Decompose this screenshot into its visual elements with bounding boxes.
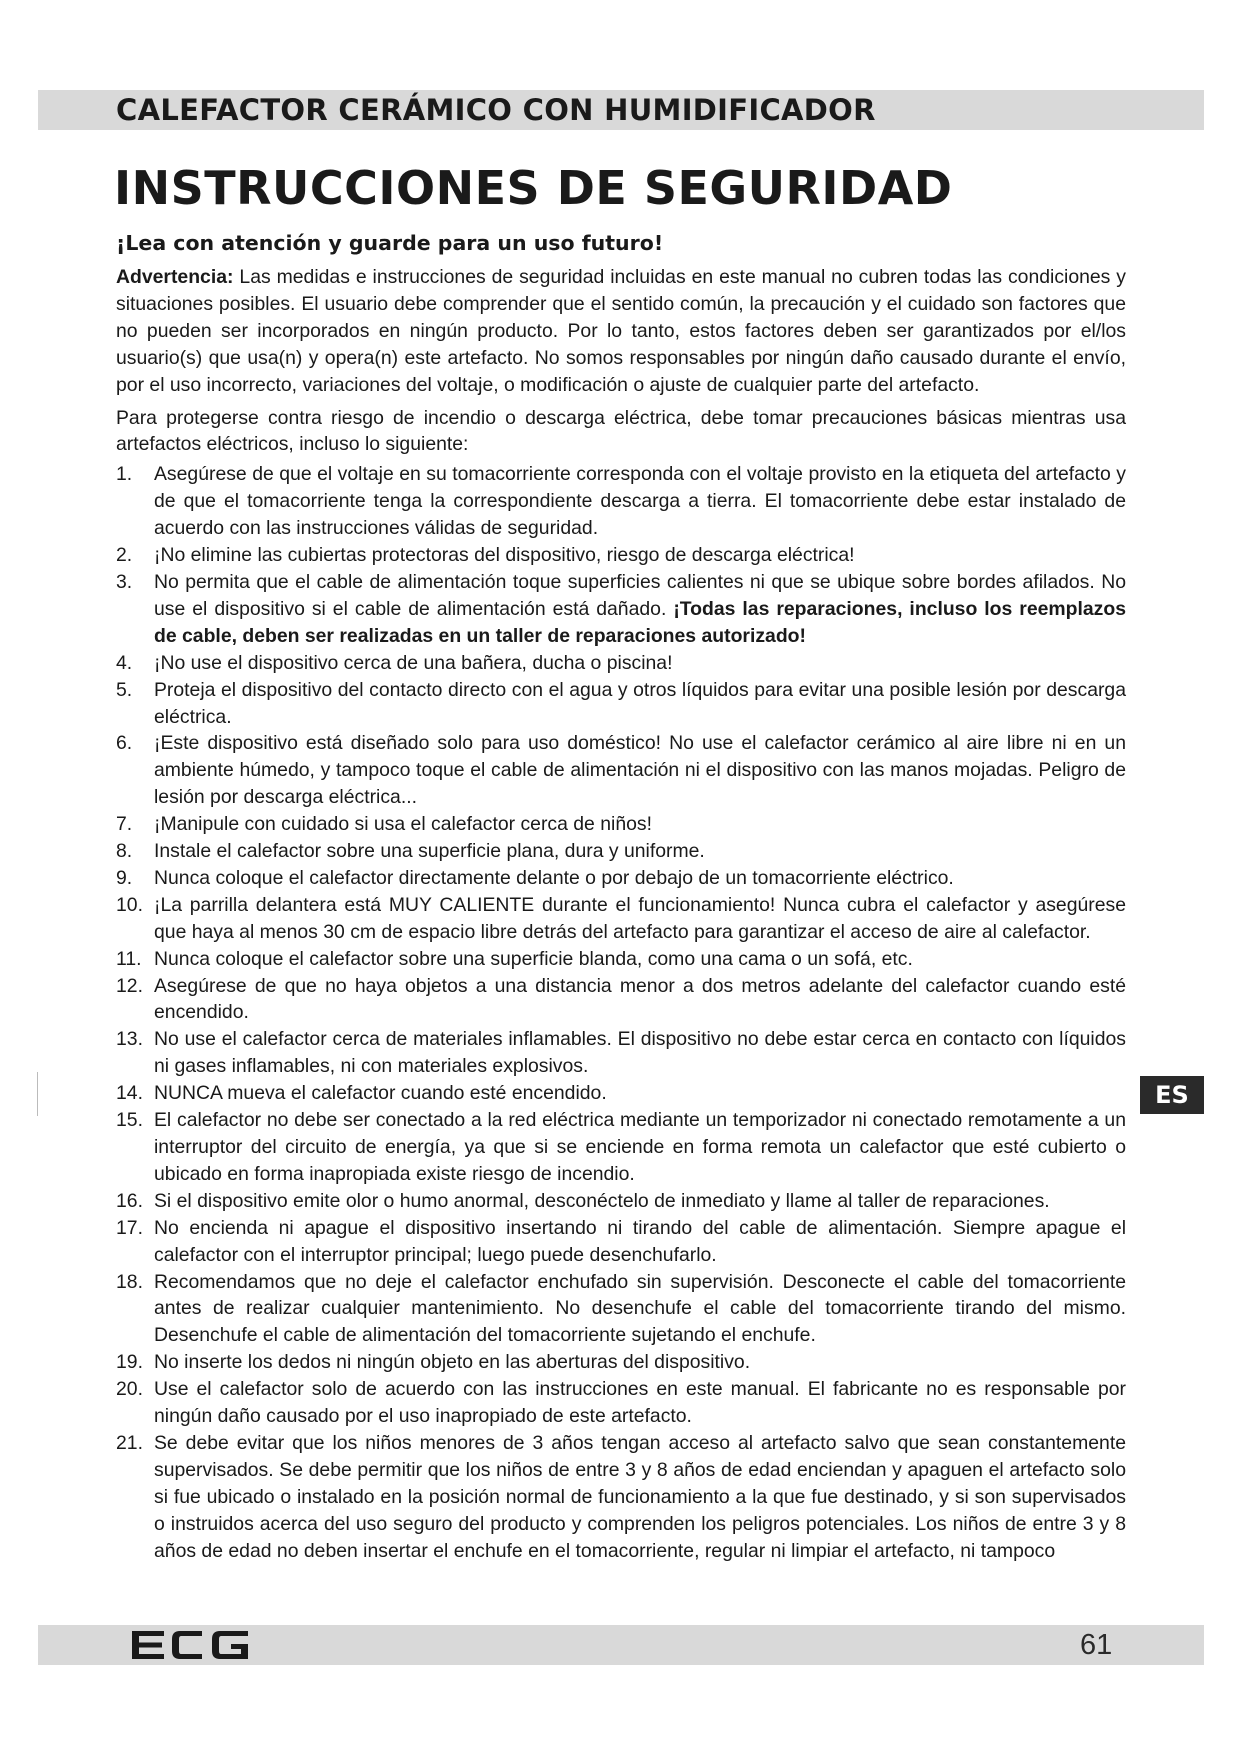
list-item-number: 18. — [116, 1270, 143, 1293]
list-item-number: 9. — [116, 866, 133, 889]
header-title: CALEFACTOR CERÁMICO CON HUMIDIFICADOR — [116, 93, 876, 127]
list-item-text: Nunca coloque el calefactor directamente delante o por debajo de un tomacorriente eléctrico. — [154, 866, 954, 889]
warning-text: Las medidas e instrucciones de seguridad incluidas en este manual no cubren todas las condiciones y situaciones posibles. El usuario debe comprender que el sentido común, la precaución y el cuidado son factores que no pueden ser incorporados en ningún producto. Por lo tanto, estos factores deben ser garantizados por el/los usuario(s) que usa(n) y opera(n) este artefacto. No somos responsables por ningún daño causado durante el envío, por el uso incorrecto, variaciones del voltaje, o modificación o ajuste de cualquier parte del artefacto. — [116, 266, 1127, 396]
list-item-number: 7. — [116, 813, 133, 836]
list-item — [116, 1215, 1126, 1269]
list-item-text: ¡No elimine las cubiertas protectoras del dispositivo, riesgo de descarga eléctrica! — [154, 544, 855, 567]
list-item-text: Proteja el dispositivo del contacto directo con el agua y otros líquidos para evitar una posible lesión por descarga eléctrica. — [154, 678, 1126, 728]
list-item — [116, 1107, 1126, 1188]
list-item-number: 21. — [116, 1431, 143, 1454]
list-item-text: ¡Este dispositivo está diseñado solo para uso doméstico! No use el calefactor cerámico al aire libre ni en un ambiente húmedo, y tampoco toque el cable de alimentación ni el dispositivo con las manos mojadas. Peligro de lesión por descarga eléctrica... — [154, 732, 1126, 809]
list-item-text: Se debe evitar que los niños menores de 3 años tengan acceso al artefacto salvo que sean constantemente supervisados. Se debe permitir que los niños de entre 3 y 8 años de edad enciendan y apaguen el artefacto solo si fue ubicado o instalado en la posición normal de funcionamiento a la que fue destinado, y si son supervisados o instruidos acerca del uso seguro del producto y comprenden los peligros potenciales. Los niños de entre 3 y 8 años de edad no deben insertar el enchufe en el tomacorriente, regular ni limpiar el artefacto, ni tampoco — [154, 1431, 1126, 1562]
list-item-text: No encienda ni apague el dispositivo insertando ni tirando del cable de alimentación. Siempre apague el calefactor con el interruptor principal; luego puede desenchufarlo. — [154, 1216, 1126, 1266]
list-item — [116, 838, 1126, 865]
list-item — [116, 542, 1126, 569]
list-item — [116, 865, 1126, 892]
list-item-text: Asegúrese de que no haya objetos a una distancia menor a dos metros adelante del calefactor cuando esté encendido. — [154, 974, 1126, 1024]
list-item — [116, 650, 1126, 677]
list-item-text: ¡La parrilla delantera está MUY CALIENTE durante el funcionamiento! Nunca cubra el calefactor y asegúrese que haya al menos 30 cm de espacio libre detrás del artefacto para garantizar el acceso de aire al calefactor. — [154, 893, 1126, 943]
content-body — [116, 264, 1126, 1565]
list-item-text: ¡Manipule con cuidado si usa el calefactor cerca de niños! — [154, 813, 652, 836]
language-tab: ES — [1140, 1076, 1204, 1114]
list-item-number: 1. — [116, 463, 133, 486]
list-item-number: 4. — [116, 651, 133, 674]
list-item — [116, 1376, 1126, 1430]
list-item-text: NUNCA mueva el calefactor cuando esté encendido. — [154, 1082, 607, 1105]
list-item-number: 3. — [116, 570, 133, 593]
list-item — [116, 1188, 1126, 1215]
list-item — [116, 569, 1126, 650]
page-number: 61 — [1080, 1629, 1113, 1661]
list-item — [116, 677, 1126, 731]
list-item-text: El calefactor no debe ser conectado a la red eléctrica mediante un temporizador ni conectado remotamente a un interruptor del circuito de energía, ya que si se enciende en forma remota un calefactor que esté cubierto o ubicado en forma inapropiada existe riesgo de incendio. — [154, 1109, 1126, 1185]
warning-paragraph — [116, 264, 1126, 399]
warning-label: Advertencia: — [116, 266, 234, 288]
ecg-logo — [130, 1629, 252, 1661]
list-item-number: 2. — [116, 544, 133, 567]
list-item-number: 15. — [116, 1109, 143, 1132]
list-item-text: Asegúrese de que el voltaje en su tomacorriente corresponda con el voltaje provisto en la etiqueta del artefacto y de que el tomacorriente tenga la correspondiente descarga a tierra. El tomacorriente debe estar instalado de acuerdo con las instrucciones válidas de seguridad. — [154, 463, 1126, 540]
list-item-bold-text: ¡Todas las reparaciones, incluso los reemplazos de cable, deben ser realizadas en un taller de reparaciones autorizado! — [154, 597, 1126, 647]
list-item — [116, 730, 1126, 811]
list-item-number: 16. — [116, 1189, 143, 1212]
list-item-text: Recomendamos que no deje el calefactor enchufado sin supervisión. Desconecte el cable del tomacorriente antes de realizar cualquier mantenimiento. No desenchufe el cable del tomacorriente tirando del mismo. Desenchufe el cable de alimentación del tomacorriente sujetando el enchufe. — [154, 1270, 1126, 1347]
page-subtitle: ¡Lea con atención y guarde para un uso futuro! — [116, 231, 664, 255]
list-item-text: No permita que el cable de alimentación toque superficies calientes ni que se ubique sobre bordes afilados. No use el dispositivo si el cable de alimentación está dañado. — [154, 570, 1126, 620]
list-item-text: Si el dispositivo emite olor o humo anormal, desconéctelo de inmediato y llame al taller de reparaciones. — [154, 1189, 1050, 1212]
list-item — [116, 1026, 1126, 1080]
list-item-number: 13. — [116, 1028, 143, 1051]
list-item — [116, 1080, 1126, 1107]
list-item-number: 17. — [116, 1216, 143, 1239]
intro-paragraph: Para protegerse contra riesgo de incendio o descarga eléctrica, debe tomar precauciones básicas mientras usa artefactos eléctricos, incluso lo siguiente: — [116, 406, 1126, 456]
list-item — [116, 946, 1126, 973]
list-item-number: 8. — [116, 840, 133, 863]
list-item-number: 10. — [116, 893, 143, 916]
list-item — [116, 1269, 1126, 1350]
list-item — [116, 892, 1126, 946]
list-item — [116, 461, 1126, 542]
list-item-number: 20. — [116, 1378, 143, 1401]
safety-list — [116, 461, 1126, 1564]
list-item-number: 12. — [116, 974, 143, 997]
list-item — [116, 1349, 1126, 1376]
page-title: INSTRUCCIONES DE SEGURIDAD — [114, 161, 953, 215]
list-item-number: 6. — [116, 732, 133, 755]
list-item — [116, 973, 1126, 1027]
list-item-text: Nunca coloque el calefactor sobre una superficie blanda, como una cama o un sofá, etc. — [154, 947, 913, 970]
list-item-text: No inserte los dedos ni ningún objeto en las aberturas del dispositivo. — [154, 1351, 751, 1374]
list-item-number: 19. — [116, 1351, 143, 1374]
list-item-text: No use el calefactor cerca de materiales inflamables. El dispositivo no debe estar cerca en contacto con líquidos ni gases inflamables, ni con materiales explosivos. — [154, 1028, 1126, 1078]
list-item-text: Use el calefactor solo de acuerdo con las instrucciones en este manual. El fabricante no es responsable por ningún daño causado por el uso inapropiado de este artefacto. — [154, 1378, 1126, 1428]
list-item-text: Instale el calefactor sobre una superficie plana, dura y uniforme. — [154, 840, 705, 863]
list-item-text: ¡No use el dispositivo cerca de una bañera, ducha o piscina! — [154, 651, 673, 674]
list-item — [116, 811, 1126, 838]
list-item-number: 11. — [116, 947, 142, 970]
margin-mark — [37, 1072, 38, 1116]
list-item-number: 14. — [116, 1082, 143, 1105]
list-item-number: 5. — [116, 678, 133, 701]
list-item — [116, 1430, 1126, 1565]
